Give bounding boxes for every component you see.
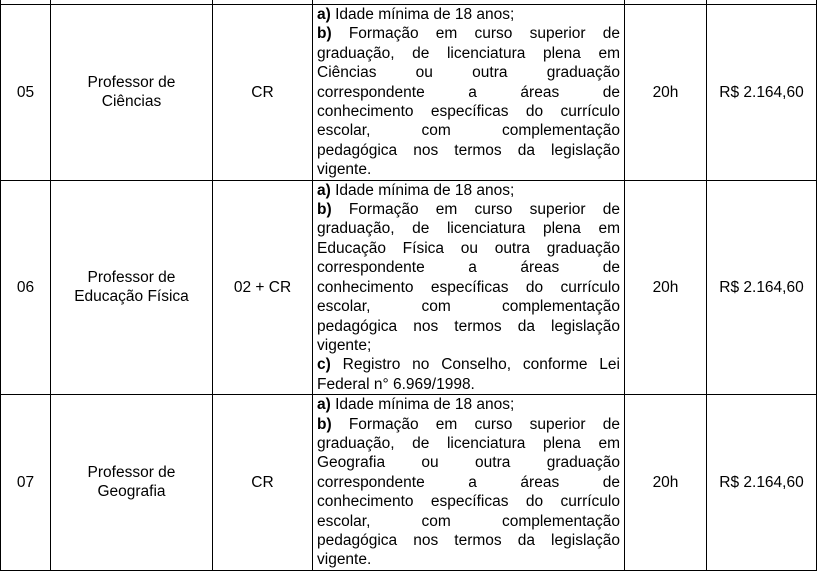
requirement-marker: a) — [317, 396, 331, 414]
job-title-line: Professor de — [87, 73, 176, 91]
requirement-line: escolar, com complementação — [317, 122, 620, 140]
requirement-line: pedagógica nos termos da legislação — [317, 317, 620, 335]
requirement-line: vigente; — [317, 336, 372, 354]
requirement-line: b) Formação em curso superior de — [317, 25, 620, 43]
table-row — [1, 180, 817, 394]
workload-cell: 20h — [625, 395, 707, 571]
salary-cell: R$ 2.164,60 — [707, 395, 817, 571]
job-title-line: Professor de — [87, 464, 176, 482]
requirement-marker: b) — [317, 25, 332, 43]
requirement-line: graduação, de licenciatura plena em — [317, 44, 620, 62]
job-title-cell — [51, 180, 213, 394]
requirement-line: a) Idade mínima de 18 anos; — [317, 181, 515, 199]
workload-cell: 20h — [625, 180, 707, 394]
requirement-line: pedagógica nos termos da legislação — [317, 531, 620, 549]
job-title-line: Professor de — [87, 268, 176, 286]
table-row — [1, 5, 817, 181]
requirement-line: vigente. — [317, 161, 372, 179]
job-title-cell — [51, 395, 213, 571]
requirement-line: escolar, com complementação — [317, 512, 620, 530]
workload-cell: 20h — [625, 5, 707, 181]
requirement-line: a) Idade mínima de 18 anos; — [317, 6, 515, 23]
row-number-cell: 07 — [1, 395, 51, 571]
requirement-line: correspondente a áreas de — [317, 473, 620, 491]
vacancies-cell: CR — [213, 5, 313, 181]
requirement-line: conhecimento específicas do currículo — [317, 103, 620, 121]
requirement-marker: c) — [317, 356, 331, 374]
requirement-line: graduação, de licenciatura plena em — [317, 220, 620, 238]
requirement-line: Educação Física ou outra graduação — [317, 239, 620, 257]
requirement-line: Ciências ou outra graduação — [317, 64, 620, 82]
requirement-line: graduação, de licenciatura plena em — [317, 434, 620, 452]
requirements-cell — [313, 395, 625, 571]
requirement-marker: b) — [317, 415, 332, 433]
requirement-line: correspondente a áreas de — [317, 259, 620, 277]
requirement-marker: a) — [317, 6, 331, 23]
requirement-marker: b) — [317, 201, 332, 219]
requirement-line: Geografia ou outra graduação — [317, 454, 620, 472]
requirement-line: c) Registro no Conselho, conforme Lei — [317, 356, 620, 374]
requirement-line: Federal n° 6.969/1998. — [317, 375, 475, 393]
salary-cell: R$ 2.164,60 — [707, 180, 817, 394]
job-title-cell — [51, 5, 213, 181]
table-body — [1, 0, 817, 570]
row-number-cell: 05 — [1, 5, 51, 181]
requirement-line: vigente. — [317, 551, 372, 569]
vacancies-cell: CR — [213, 395, 313, 571]
row-number-cell: 06 — [1, 180, 51, 394]
requirement-line: conhecimento específicas do currículo — [317, 493, 620, 511]
requirement-marker: a) — [317, 181, 331, 199]
requirement-line: a) Idade mínima de 18 anos; — [317, 396, 515, 414]
requirement-line: correspondente a áreas de — [317, 83, 620, 101]
requirement-line: escolar, com complementação — [317, 298, 620, 316]
requirements-cell — [313, 5, 625, 181]
requirement-line: b) Formação em curso superior de — [317, 415, 620, 433]
requirement-line: b) Formação em curso superior de — [317, 201, 620, 219]
job-title-line: Ciências — [101, 93, 162, 111]
requirements-cell — [313, 180, 625, 394]
vacancies-cell: 02 + CR — [213, 180, 313, 394]
salary-cell: R$ 2.164,60 — [707, 5, 817, 181]
requirement-line: conhecimento específicas do currículo — [317, 278, 620, 296]
job-title-line: Educação Física — [74, 288, 189, 306]
requirement-line: pedagógica nos termos da legislação — [317, 141, 620, 159]
table-row — [1, 395, 817, 571]
job-title-line: Geografia — [97, 483, 166, 501]
